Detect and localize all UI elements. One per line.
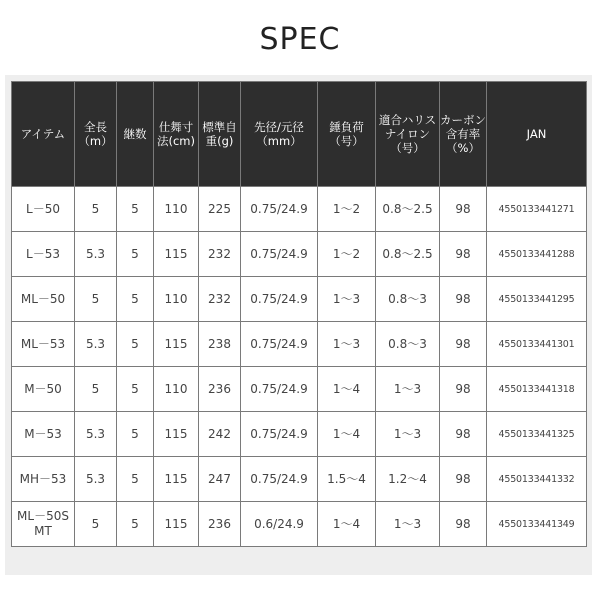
- cell-diameter: 0.75/24.9: [241, 232, 318, 277]
- cell-diameter: 0.75/24.9: [241, 187, 318, 232]
- cell-weight: 242: [199, 412, 241, 457]
- cell-jan: 4550133441295: [487, 277, 587, 322]
- cell-sections: 5: [117, 277, 154, 322]
- cell-item: MH－53: [12, 457, 75, 502]
- table-row: [12, 187, 587, 232]
- table-row: [12, 367, 587, 412]
- cell-jan: 4550133441288: [487, 232, 587, 277]
- header-weight: 標準自 重(g): [199, 82, 241, 187]
- cell-length: 5: [75, 367, 117, 412]
- header-length: 全長 （m）: [75, 82, 117, 187]
- cell-jan: 4550133441318: [487, 367, 587, 412]
- cell-diameter: 0.6/24.9: [241, 502, 318, 547]
- cell-line-nylon: 0.8～3: [376, 277, 440, 322]
- cell-length: 5: [75, 187, 117, 232]
- cell-closed-length: 115: [154, 232, 199, 277]
- header-sinker-load: 錘負荷 （号）: [318, 82, 376, 187]
- cell-sections: 5: [117, 502, 154, 547]
- cell-weight: 238: [199, 322, 241, 367]
- cell-item: M－53: [12, 412, 75, 457]
- cell-carbon-content: 98: [440, 232, 487, 277]
- cell-jan: 4550133441301: [487, 322, 587, 367]
- cell-closed-length: 110: [154, 187, 199, 232]
- cell-length: 5.3: [75, 412, 117, 457]
- cell-line-nylon: 1～3: [376, 412, 440, 457]
- cell-item: ML－50: [12, 277, 75, 322]
- cell-sections: 5: [117, 187, 154, 232]
- cell-sections: 5: [117, 412, 154, 457]
- cell-weight: 236: [199, 502, 241, 547]
- cell-sinker-load: 1～2: [318, 187, 376, 232]
- cell-line-nylon: 0.8～2.5: [376, 187, 440, 232]
- cell-closed-length: 115: [154, 322, 199, 367]
- cell-sinker-load: 1.5～4: [318, 457, 376, 502]
- cell-diameter: 0.75/24.9: [241, 277, 318, 322]
- cell-diameter: 0.75/24.9: [241, 412, 318, 457]
- cell-length: 5: [75, 277, 117, 322]
- cell-item: ML－53: [12, 322, 75, 367]
- cell-sinker-load: 1～3: [318, 322, 376, 367]
- cell-carbon-content: 98: [440, 457, 487, 502]
- cell-closed-length: 115: [154, 457, 199, 502]
- cell-jan: 4550133441325: [487, 412, 587, 457]
- cell-weight: 232: [199, 232, 241, 277]
- cell-closed-length: 110: [154, 277, 199, 322]
- table-row: [12, 457, 587, 502]
- cell-closed-length: 115: [154, 502, 199, 547]
- cell-sections: 5: [117, 232, 154, 277]
- table-row: [12, 502, 587, 547]
- cell-diameter: 0.75/24.9: [241, 367, 318, 412]
- header-jan: JAN: [487, 82, 587, 187]
- cell-carbon-content: 98: [440, 187, 487, 232]
- cell-carbon-content: 98: [440, 277, 487, 322]
- cell-carbon-content: 98: [440, 412, 487, 457]
- cell-sections: 5: [117, 367, 154, 412]
- header-sections: 継数: [117, 82, 154, 187]
- cell-length: 5.3: [75, 232, 117, 277]
- cell-jan: 4550133441271: [487, 187, 587, 232]
- cell-sections: 5: [117, 322, 154, 367]
- cell-length: 5.3: [75, 322, 117, 367]
- cell-item: L－50: [12, 187, 75, 232]
- cell-sinker-load: 1～3: [318, 277, 376, 322]
- cell-carbon-content: 98: [440, 322, 487, 367]
- table-row: [12, 412, 587, 457]
- cell-sinker-load: 1～4: [318, 502, 376, 547]
- cell-line-nylon: 0.8～2.5: [376, 232, 440, 277]
- header-row: [12, 82, 587, 187]
- table-row: [12, 277, 587, 322]
- cell-jan: 4550133441349: [487, 502, 587, 547]
- cell-length: 5: [75, 502, 117, 547]
- cell-sinker-load: 1～4: [318, 412, 376, 457]
- cell-closed-length: 110: [154, 367, 199, 412]
- cell-weight: 236: [199, 367, 241, 412]
- cell-diameter: 0.75/24.9: [241, 322, 318, 367]
- cell-carbon-content: 98: [440, 367, 487, 412]
- cell-item: ML－50S MT: [12, 502, 75, 547]
- cell-line-nylon: 1.2～4: [376, 457, 440, 502]
- cell-item: L－53: [12, 232, 75, 277]
- cell-carbon-content: 98: [440, 502, 487, 547]
- table-row: [12, 232, 587, 277]
- cell-diameter: 0.75/24.9: [241, 457, 318, 502]
- cell-weight: 232: [199, 277, 241, 322]
- header-carbon-content: カーボン 含有率 （%）: [440, 82, 487, 187]
- cell-jan: 4550133441332: [487, 457, 587, 502]
- page-title: SPEC: [259, 22, 341, 57]
- cell-line-nylon: 1～3: [376, 367, 440, 412]
- cell-sections: 5: [117, 457, 154, 502]
- header-closed-length: 仕舞寸 法(cm): [154, 82, 199, 187]
- cell-item: M－50: [12, 367, 75, 412]
- cell-line-nylon: 1～3: [376, 502, 440, 547]
- cell-closed-length: 115: [154, 412, 199, 457]
- cell-sinker-load: 1～2: [318, 232, 376, 277]
- table-row: [12, 322, 587, 367]
- cell-length: 5.3: [75, 457, 117, 502]
- cell-weight: 225: [199, 187, 241, 232]
- header-line-nylon: 適合ハリス ナイロン （号）: [376, 82, 440, 187]
- cell-sinker-load: 1～4: [318, 367, 376, 412]
- header-item: アイテム: [12, 82, 75, 187]
- cell-line-nylon: 0.8～3: [376, 322, 440, 367]
- spec-table: [11, 81, 587, 547]
- header-diameter: 先径/元径 （mm）: [241, 82, 318, 187]
- cell-weight: 247: [199, 457, 241, 502]
